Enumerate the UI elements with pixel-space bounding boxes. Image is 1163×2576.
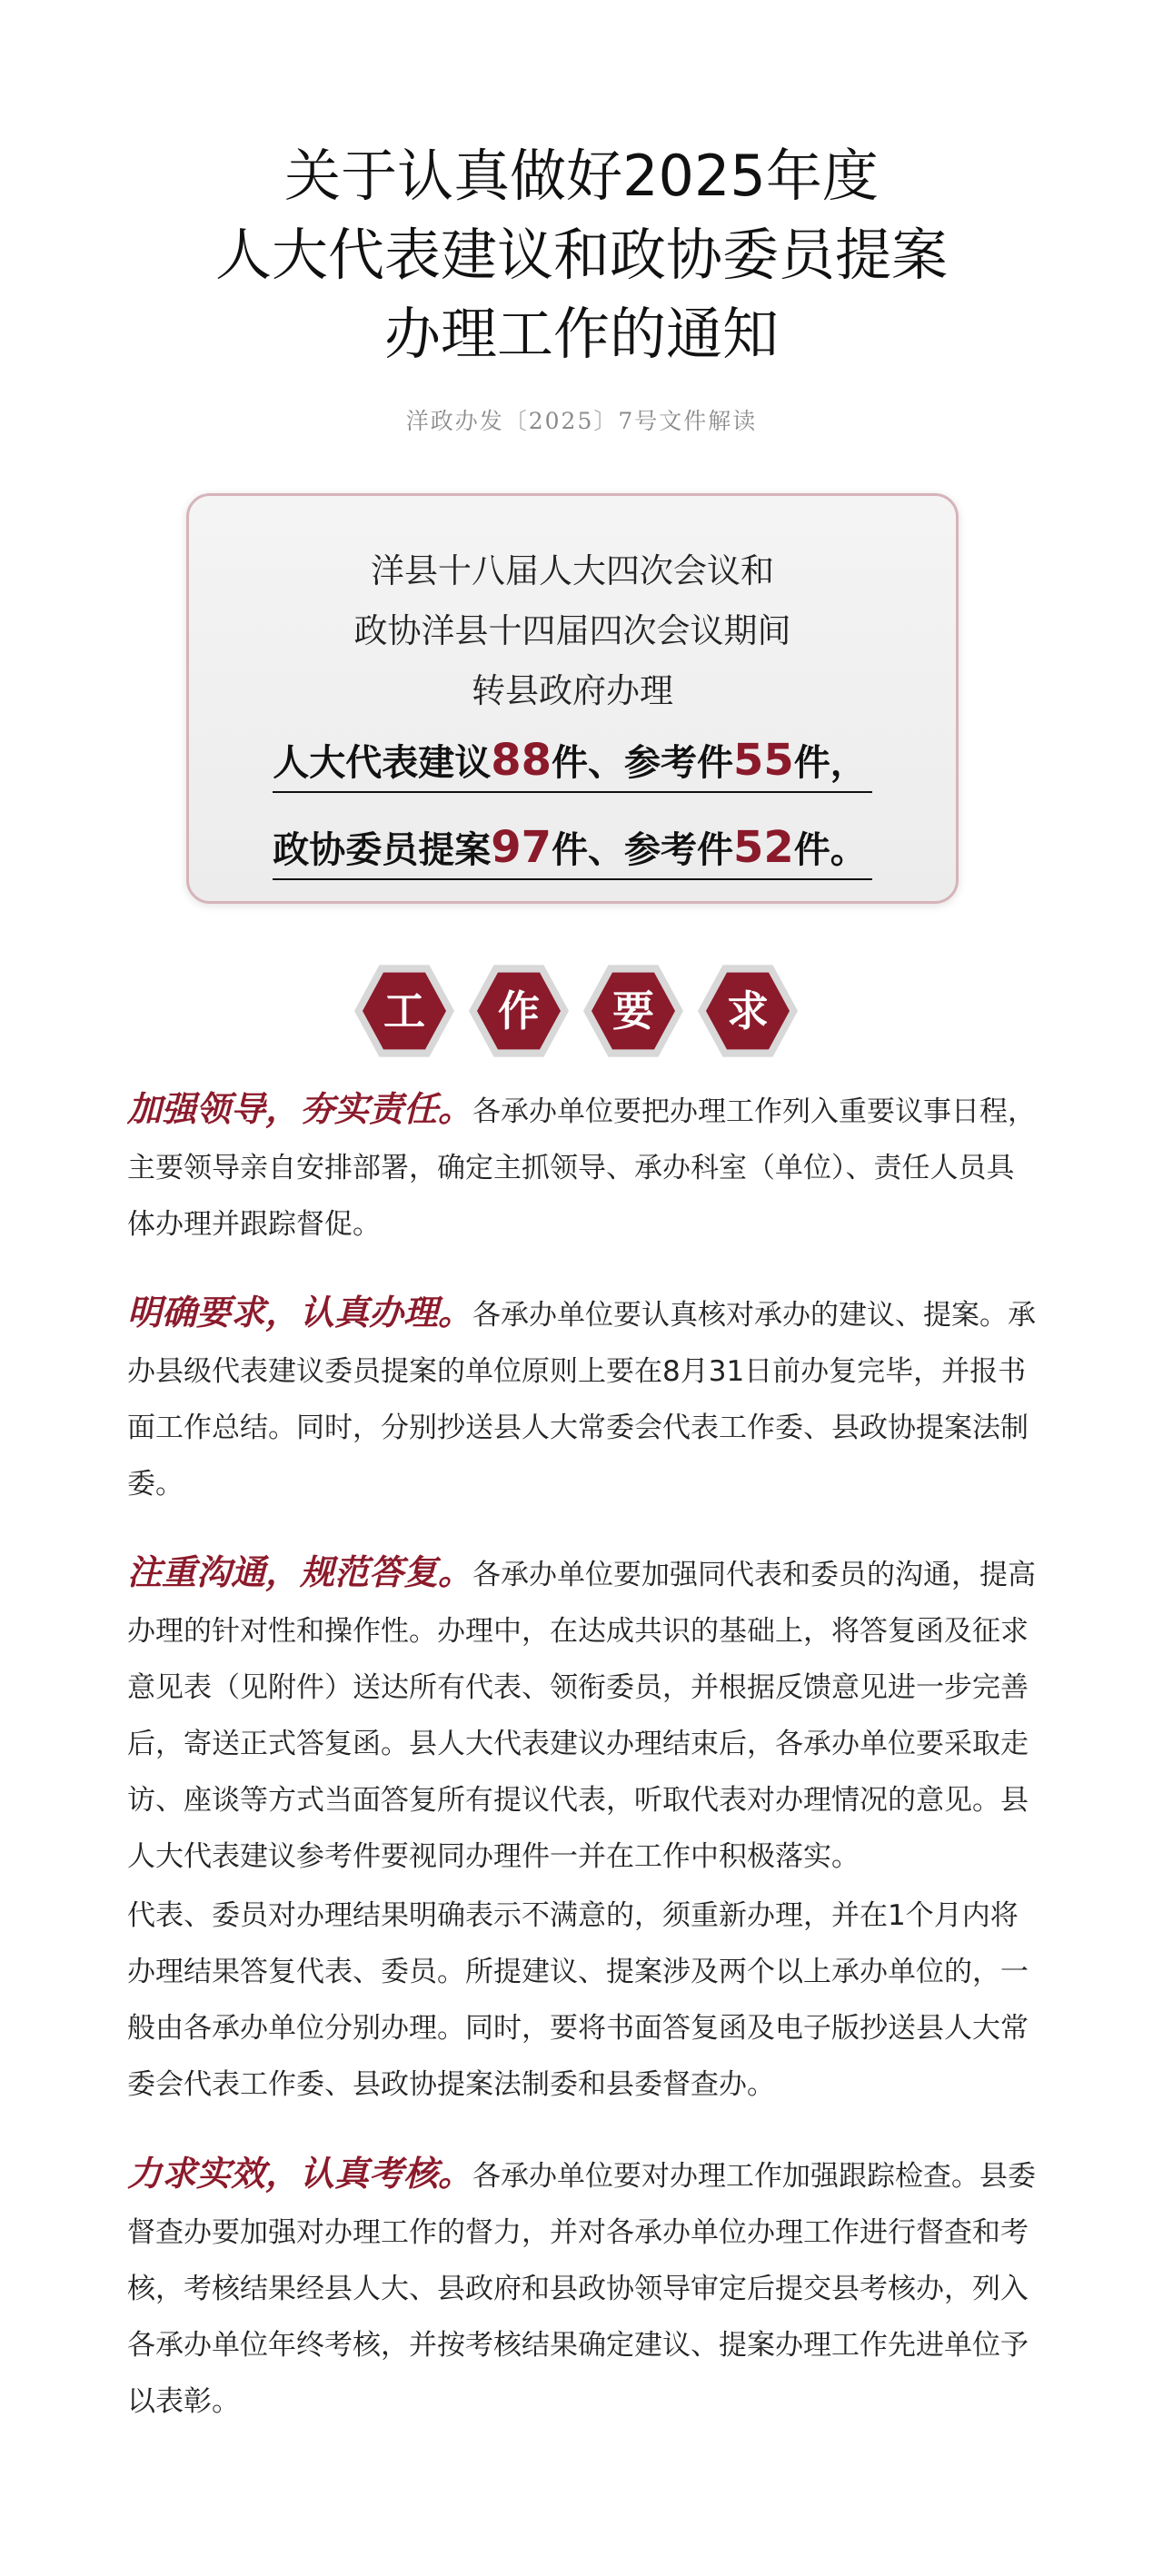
document-number-subtitle: 洋政办发〔2025〕7号文件解读	[405, 408, 758, 434]
hexagon-badge	[469, 961, 569, 1061]
title-line-1: 关于认真做好2025年度	[284, 143, 879, 209]
hexagon-badge	[354, 961, 454, 1061]
stat-label: 件、参考件	[552, 742, 733, 784]
hexagon-badge	[583, 961, 683, 1061]
section-heading-work-requirements	[354, 961, 809, 1061]
heading-char: 求	[727, 986, 769, 1035]
requirement-paragraph-3-continued	[127, 1887, 1036, 2113]
requirement-paragraph-1	[127, 1081, 1036, 1253]
heading-char: 工	[383, 986, 425, 1035]
hexagon-badge	[698, 961, 798, 1061]
requirement-paragraph-2	[127, 1284, 1036, 1512]
paragraph-body: 代表、委员对办理结果明确表示不满意的，须重新办理，并在1个月内将办理结果答复代表、委员。所提建议、提案涉及两个以上承办单位的，一般由各承办单位分别办理。同时，要将书面答复函及电子版抄送县人大常委会代表工作委、县政协提案法制委和县委督查办。	[127, 1899, 1029, 2101]
stat-value: 55	[733, 735, 794, 786]
stat-label: 件，	[793, 742, 867, 784]
paragraph-lead: 加强领导，夯实责任。	[127, 1089, 473, 1129]
stat-cppcc-proposals	[189, 821, 956, 880]
heading-char: 作	[498, 986, 540, 1035]
title-line-2: 人大代表建议和政协委员提案	[214, 222, 948, 288]
title-line-3: 办理工作的通知	[383, 301, 779, 367]
paragraph-lead: 力求实效，认真考核。	[127, 2154, 473, 2194]
stat-label: 件。	[793, 829, 867, 871]
paragraph-body: 各承办单位要加强同代表和委员的沟通，提高办理的针对性和操作性。办理中，在达成共识的基础上，将答复函及征求意见表（见附件）送达所有代表、领衔委员，并根据反馈意见进一步完善后，寄送正式答复函。县人大代表建议办理结束后，各承办单位要采取走访、座谈等方式当面答复所有提议代表，听取代表对办理情况的意见。县人大代表建议参考件要视同办理件一并在工作中积极落实。	[127, 1559, 1037, 1873]
paragraph-body: 各承办单位要把办理工作列入重要议事日程，主要领导亲自安排部署，确定主抓领导、承办科室（单位）、责任人员具体办理并跟踪督促。	[127, 1095, 1037, 1241]
paragraph-body: 各承办单位要认真核对承办的建议、提案。承办县级代表建议委员提案的单位原则上要在8月31日前办复完毕，并报书面工作总结。同时，分别抄送县人大常委会代表工作委、县政协提案法制委。	[127, 1299, 1037, 1501]
stat-label: 政协委员提案	[273, 829, 492, 871]
page-title	[0, 136, 1163, 373]
requirement-paragraph-4	[127, 2145, 1036, 2430]
summary-line-1: 洋县十八届人大四次会议和	[371, 551, 774, 590]
paragraph-lead: 注重沟通，规范答复。	[127, 1552, 473, 1592]
summary-line-2: 政协洋县十四届四次会议期间	[353, 611, 791, 650]
stat-value: 52	[733, 822, 794, 873]
stat-value: 88	[491, 735, 552, 786]
summary-line-3: 转县政府办理	[472, 671, 673, 710]
stat-label: 件、参考件	[552, 829, 733, 871]
summary-box	[186, 493, 959, 904]
stat-value: 97	[491, 822, 552, 873]
paragraph-lead: 明确要求，认真办理。	[127, 1293, 473, 1333]
stat-label: 人大代表建议	[273, 742, 492, 784]
paragraph-body: 各承办单位要对办理工作加强跟踪检查。县委督查办要加强对办理工作的督力，并对各承办单位办理工作进行督查和考核，考核结果经县人大、县政府和县政协领导审定后提交县考核办，列入各承办单位年终考核，并按考核结果确定建议、提案办理工作先进单位予以表彰。	[127, 2160, 1037, 2418]
heading-char: 要	[612, 986, 654, 1035]
requirement-paragraph-3	[127, 1544, 1036, 1885]
stat-npc-suggestions	[189, 734, 956, 793]
